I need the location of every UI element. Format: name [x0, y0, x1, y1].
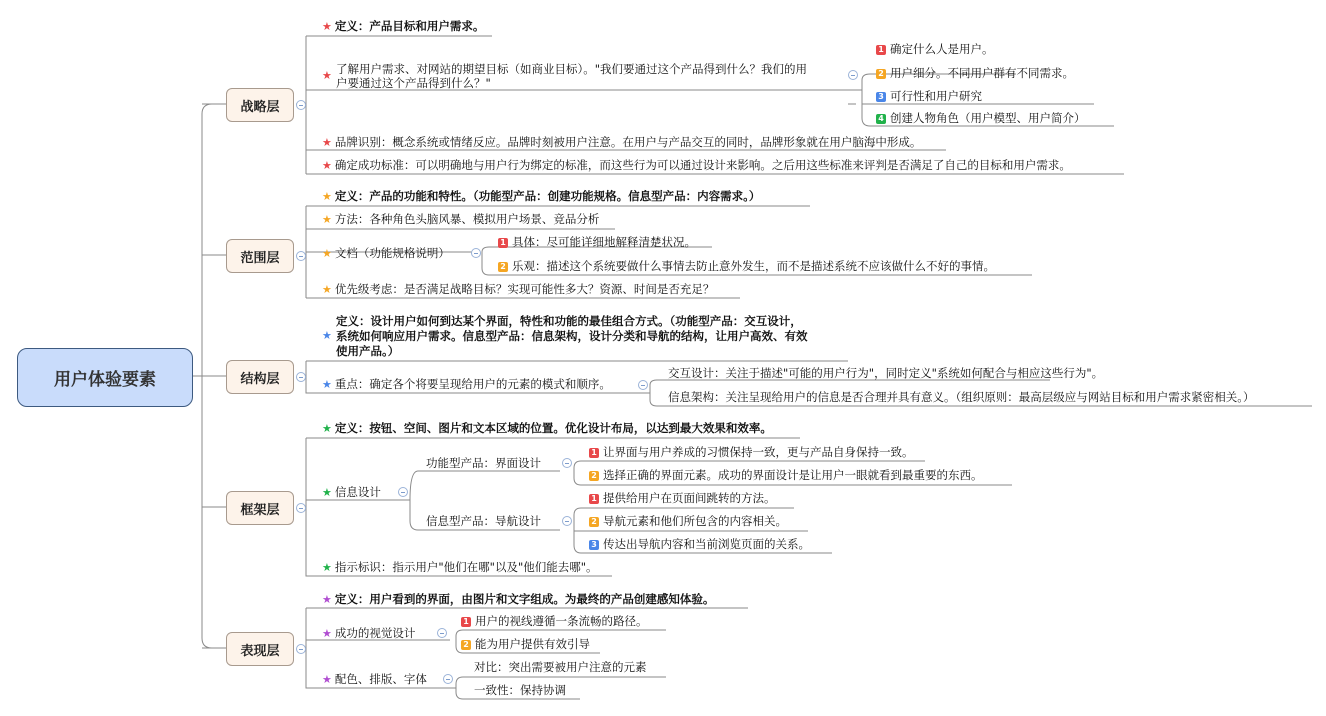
topic-text: 系统如何响应用户需求。信息型产品：信息架构，设计分类和导航的结构，让用户高效、有效	[336, 329, 808, 343]
green-star-icon: ★	[322, 561, 332, 574]
topic-text: 定义：产品目标和用户需求。	[334, 19, 485, 33]
priority-2-icon: 2	[589, 471, 599, 481]
topic-text: 定义：用户看到的界面，由图片和文字组成。为最终的产品创建感知体验。	[334, 592, 715, 606]
topic[interactable]	[322, 421, 772, 436]
subtopic-text: 用户细分。不同用户群有不同需求。	[890, 66, 1074, 80]
leaf-topic[interactable]	[589, 468, 983, 482]
subtopic-text: 能为用户提供有效引导	[475, 637, 590, 651]
topic[interactable]	[322, 19, 484, 34]
topic-continued	[336, 344, 399, 358]
collapse-toggle-icon[interactable]	[296, 372, 306, 382]
subtopic-text: 交互设计：关注于描述"可能的用户行为"，同时定义"系统如何配合与相应这些行为"。	[668, 366, 1104, 380]
topic[interactable]	[322, 626, 415, 641]
leaf-text: 传达出导航内容和当前浏览页面的关系。	[603, 537, 810, 551]
topic-text: 配色、排版、字体	[334, 672, 427, 686]
orange-star-icon: ★	[322, 283, 332, 296]
collapse-toggle-icon[interactable]	[296, 100, 306, 110]
subtopic-text: 一致性：保持协调	[474, 683, 566, 697]
topic[interactable]	[322, 672, 427, 687]
purple-star-icon: ★	[322, 627, 332, 640]
leaf-text: 让界面与用户养成的习惯保持一致，更与产品自身保持一致。	[603, 445, 914, 459]
leaf-text: 导航元素和他们所包含的内容相关。	[603, 514, 787, 528]
collapse-toggle-icon[interactable]	[398, 487, 408, 497]
orange-star-icon: ★	[322, 247, 332, 260]
collapse-toggle-icon[interactable]	[471, 248, 481, 258]
topic[interactable]	[322, 158, 1071, 173]
leaf-topic[interactable]	[589, 491, 776, 505]
topic-text: 定义：设计用户如何到达某个界面，特性和功能的最佳组合方式。（功能型产品：交互设计，	[336, 314, 802, 328]
subtopic[interactable]	[876, 111, 1086, 125]
topic[interactable]	[322, 246, 450, 261]
red-star-icon: ★	[322, 159, 332, 172]
branch-label: 框架层	[240, 502, 280, 518]
orange-star-icon: ★	[322, 213, 332, 226]
topic-text: 品牌识别：概念系统或情绪反应。品牌时刻被用户注意。在用户与产品交互的同时，品牌形象就在用户脑海中形成。	[334, 135, 922, 149]
subtopic-text: 信息架构：关注呈现给用户的信息是否合理并具有意义。（组织原则：最高层级应与网站目标和用户需求紧密相关。）	[668, 390, 1255, 404]
priority-1-icon: 1	[461, 617, 471, 627]
subtopic-text: 用户的视线遵循一条流畅的路径。	[475, 614, 648, 628]
leaf-topic[interactable]	[589, 445, 914, 459]
priority-2-icon: 2	[876, 69, 886, 79]
priority-1-icon: 1	[589, 448, 599, 458]
topic-text: 重点：确定各个将要呈现给用户的元素的模式和顺序。	[334, 377, 611, 391]
topic-text: 信息设计	[334, 485, 381, 499]
subtopic[interactable]	[426, 456, 541, 470]
priority-2-icon: 2	[589, 517, 599, 527]
branch-skeleton[interactable]	[226, 491, 294, 525]
branch-label: 战略层	[240, 99, 280, 115]
collapse-toggle-icon[interactable]	[562, 516, 572, 526]
topic-text: 指示标识：指示用户"他们在哪"以及"他们能去哪"。	[334, 560, 598, 574]
topic-text: 定义：按钮、空间、图片和文本区域的位置。优化设计布局，以达到最大效果和效率。	[334, 421, 772, 435]
leaf-topic[interactable]	[589, 537, 810, 551]
priority-2-icon: 2	[498, 262, 508, 272]
branch-surface[interactable]	[226, 632, 294, 666]
red-star-icon: ★	[322, 69, 332, 82]
topic-text: 了解用户需求、对网站的期望目标（如商业目标）。"我们要通过这个产品得到什么？我们的用	[336, 62, 808, 76]
leaf-topic[interactable]	[589, 514, 787, 528]
priority-3-icon: 3	[876, 92, 886, 102]
purple-star-icon: ★	[322, 673, 332, 686]
subtopic[interactable]	[461, 614, 648, 628]
collapse-toggle-icon[interactable]	[443, 674, 453, 684]
priority-1-icon: 1	[498, 238, 508, 248]
branch-structure[interactable]	[226, 360, 294, 394]
topic[interactable]	[322, 189, 760, 204]
topic-text: 成功的视觉设计	[334, 626, 416, 640]
blue-star-icon: ★	[322, 378, 332, 391]
subtopic[interactable]	[668, 390, 1255, 404]
topic[interactable]	[322, 282, 714, 297]
red-star-icon: ★	[322, 136, 332, 149]
topic[interactable]	[322, 485, 381, 500]
purple-star-icon: ★	[322, 593, 332, 606]
topic[interactable]	[336, 62, 807, 76]
subtopic-text: 具体：尽可能详细地解释清楚状况。	[512, 235, 696, 249]
branch-label: 范围层	[240, 250, 280, 266]
collapse-toggle-icon[interactable]	[562, 458, 572, 468]
topic[interactable]	[322, 560, 598, 575]
topic[interactable]	[322, 135, 921, 150]
priority-1-icon: 1	[589, 494, 599, 504]
subtopic[interactable]	[426, 514, 541, 528]
subtopic-text: 信息型产品：导航设计	[426, 514, 541, 528]
subtopic[interactable]	[461, 637, 590, 651]
priority-3-icon: 3	[589, 540, 599, 550]
subtopic-text: 功能型产品：界面设计	[426, 456, 541, 470]
green-star-icon: ★	[322, 486, 332, 499]
root-topic[interactable]	[17, 348, 193, 407]
topic-text: 优先级考虑：是否满足战略目标？实现可能性多大？资源、时间是否充足？	[334, 282, 715, 296]
leaf-text: 选择正确的界面元素。成功的界面设计是让用户一眼就看到最重要的东西。	[603, 468, 983, 482]
topic-text: 使用产品。）	[336, 344, 400, 358]
topic[interactable]	[322, 377, 611, 392]
subtopic-text: 乐观：描述这个系统要做什么事情去防止意外发生，而不是描述系统不应该做什么不好的事情。	[512, 259, 995, 273]
topic[interactable]	[322, 592, 714, 607]
branch-scope[interactable]	[226, 239, 294, 273]
topic-continued	[336, 329, 808, 343]
branch-label: 表现层	[240, 643, 280, 659]
subtopic-text: 对比：突出需要被用户注意的元素	[474, 660, 647, 674]
topic[interactable]	[336, 314, 802, 328]
priority-4-icon: 4	[876, 114, 886, 124]
priority-1-icon: 1	[876, 45, 886, 55]
subtopic[interactable]	[498, 259, 995, 273]
topic-text: 定义：产品的功能和特性。（功能型产品：创建功能规格。信息型产品：内容需求。）	[334, 189, 761, 203]
topic-text: 文档（功能规格说明）	[334, 246, 450, 260]
topic-text: 方法：各种角色头脑风暴、模拟用户场景、竞品分析	[334, 212, 600, 226]
branch-strategy[interactable]	[226, 88, 294, 122]
priority-2-icon: 2	[461, 640, 471, 650]
subtopic[interactable]	[876, 89, 982, 103]
collapse-toggle-icon[interactable]	[437, 628, 447, 638]
subtopic[interactable]	[668, 366, 1103, 380]
topic-text: 确定成功标准：可以明确地与用户行为绑定的标准，而这些行为可以通过设计来影响。之后用这些标准来评判是否满足了自己的目标和用户需求。	[334, 158, 1071, 172]
subtopic-text: 可行性和用户研究	[890, 89, 982, 103]
subtopic[interactable]	[474, 683, 566, 697]
topic-continued	[336, 76, 491, 90]
subtopic[interactable]	[474, 660, 647, 674]
collapse-toggle-icon[interactable]	[296, 251, 306, 261]
subtopic[interactable]	[498, 235, 696, 249]
collapse-toggle-icon[interactable]	[296, 644, 306, 654]
subtopic-text: 确定什么人是用户。	[890, 42, 994, 56]
subtopic[interactable]	[876, 66, 1074, 80]
collapse-toggle-icon[interactable]	[296, 503, 306, 513]
blue-star-icon: ★	[322, 329, 332, 342]
topic-text: 户要通过这个产品得到什么？"	[336, 76, 491, 90]
subtopic[interactable]	[876, 42, 994, 56]
collapse-toggle-icon[interactable]	[638, 380, 648, 390]
subtopic-text: 创建人物角色（用户模型、用户简介）	[890, 111, 1086, 125]
leaf-text: 提供给用户在页面间跳转的方法。	[603, 491, 776, 505]
collapse-toggle-icon[interactable]	[848, 70, 858, 80]
orange-star-icon: ★	[322, 190, 332, 203]
branch-label: 结构层	[240, 371, 280, 387]
root-topic-label: 用户体验要素	[54, 370, 156, 390]
topic[interactable]	[322, 212, 599, 227]
red-star-icon: ★	[322, 20, 332, 33]
green-star-icon: ★	[322, 422, 332, 435]
